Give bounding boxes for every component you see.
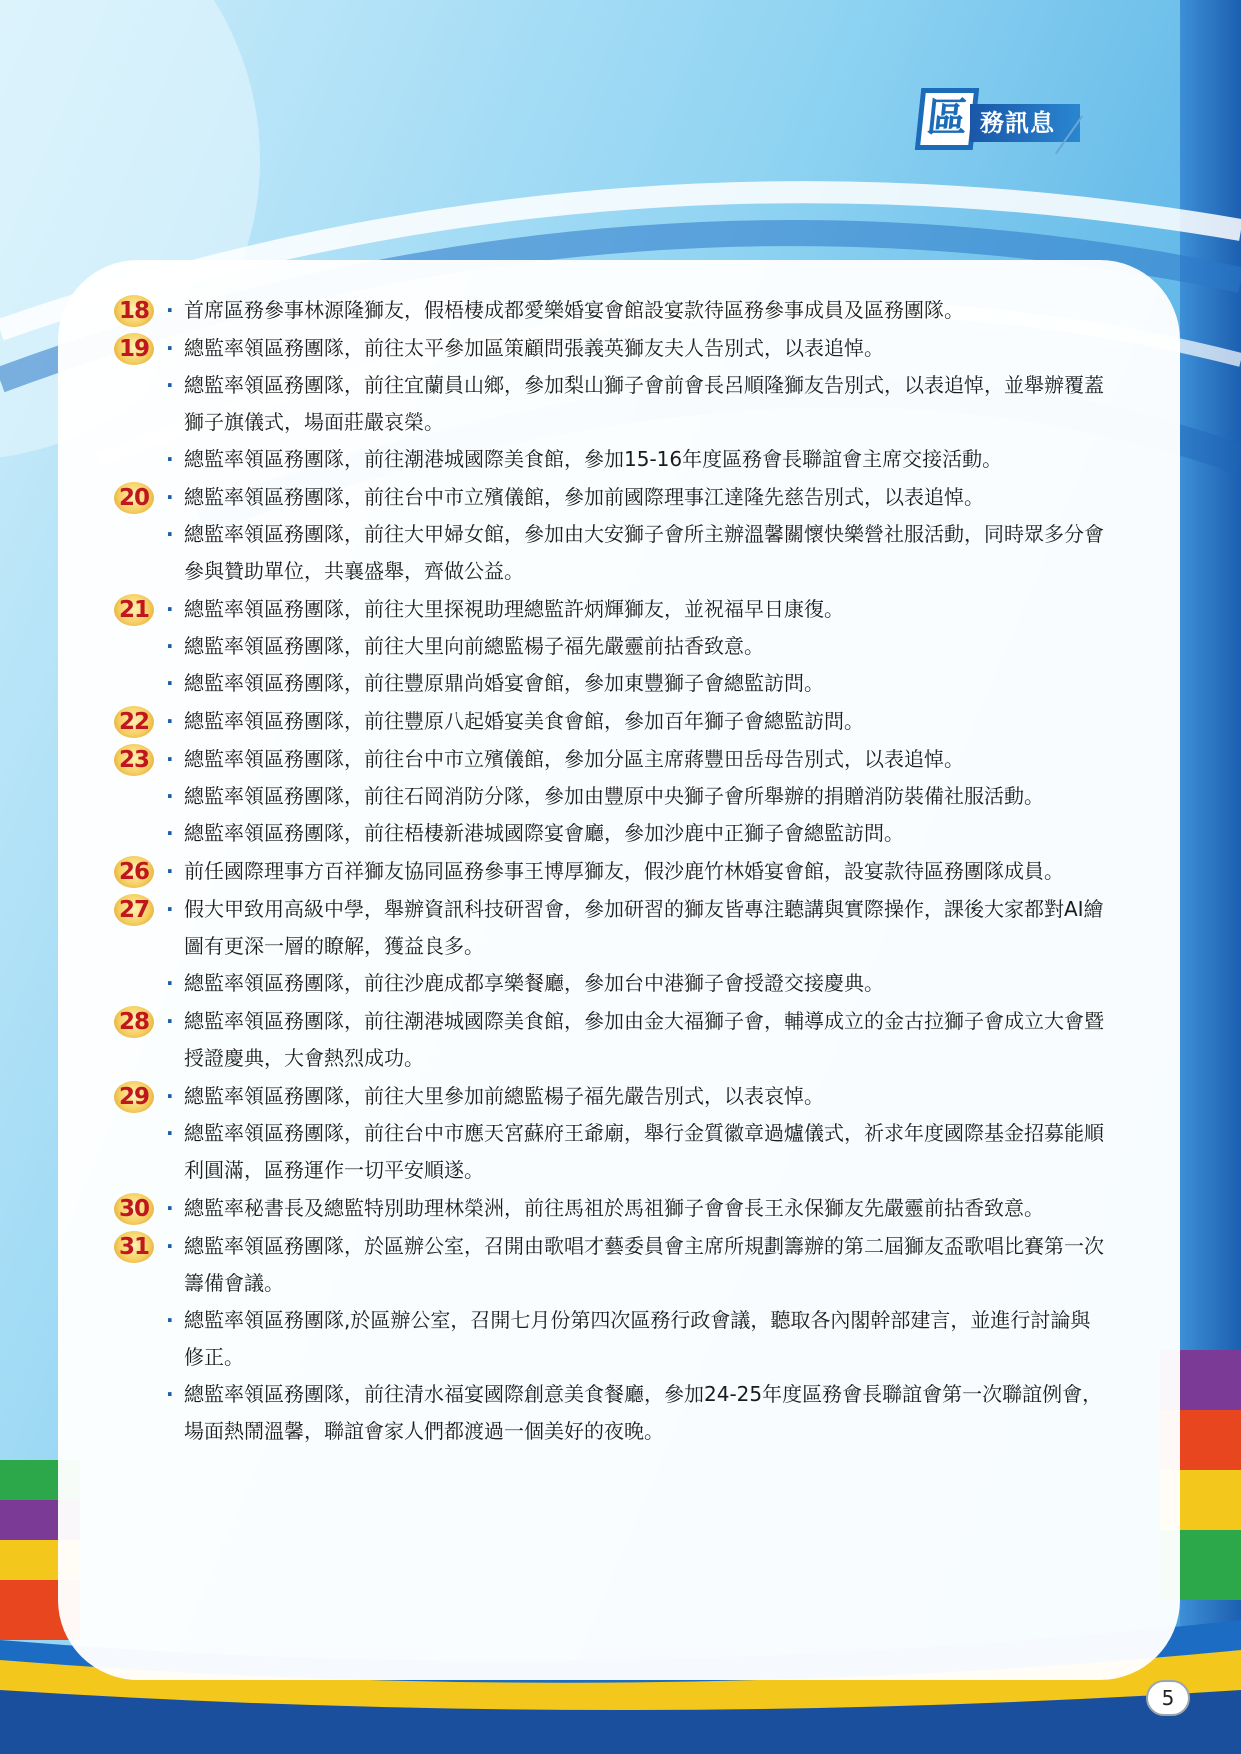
event-item: · 總監率領區務團隊，前往大甲婦女館，參加由大安獅子會所主辦溫馨關懷快樂營社服活動，同時眾多分會參與贊助單位，共襄盛舉，齊做公益。 [164, 516, 1106, 590]
day-entry [112, 853, 1112, 890]
day-number-badge: 21 [114, 594, 154, 626]
day-number-badge: 26 [114, 856, 154, 888]
event-item: · 總監率領區務團隊，前往沙鹿成都享樂餐廳，參加台中港獅子會授證交接慶典。 [164, 965, 1106, 1002]
day-entry [112, 591, 1112, 702]
event-item: · 總監率領區務團隊，前往大里向前總監楊子福先嚴靈前拈香致意。 [164, 628, 1106, 665]
section-header-big-char: 區 [915, 88, 980, 150]
event-item: · 總監率領區務團隊，前往豐原八起婚宴美食會館，參加百年獅子會總監訪問。 [164, 703, 1106, 740]
section-header-title: 務訊息 [970, 104, 1080, 142]
event-item: · 總監率領區務團隊，於區辦公室，召開由歌唱才藝委員會主席所規劃籌辦的第二屆獅友盃歌唱比賽第一次籌備會議。 [164, 1228, 1106, 1302]
day-entry [112, 891, 1112, 1002]
event-item: · 總監率領區務團隊,於區辦公室，召開七月份第四次區務行政會議，聽取各內閣幹部建言，並進行討論與修正。 [164, 1302, 1106, 1376]
day-number-badge: 27 [114, 894, 154, 926]
event-item: · 總監率秘書長及總監特別助理林榮洲，前往馬祖於馬祖獅子會會長王永保獅友先嚴靈前拈香致意。 [164, 1190, 1106, 1227]
day-number-badge: 18 [114, 295, 154, 327]
day-entry [112, 330, 1112, 478]
day-entry [112, 1078, 1112, 1189]
event-item: · 總監率領區務團隊，前往宜蘭員山鄉，參加梨山獅子會前會長呂順隆獅友告別式，以表追悼，並舉辦覆蓋獅子旗儀式，場面莊嚴哀榮。 [164, 367, 1106, 441]
page-number: 5 [1146, 1680, 1190, 1716]
event-item: · 總監率領區務團隊，前往台中市立殯儀館，參加分區主席蔣豐田岳母告別式，以表追悼。 [164, 741, 1106, 778]
day-entry [112, 703, 1112, 740]
event-item: · 總監率領區務團隊，前往石岡消防分隊，參加由豐原中央獅子會所舉辦的捐贈消防裝備社服活動。 [164, 778, 1106, 815]
event-item: · 總監率領區務團隊，前往潮港城國際美食館，參加15-16年度區務會長聯誼會主席交接活動。 [164, 441, 1106, 478]
day-entry [112, 1190, 1112, 1227]
day-number-badge: 19 [114, 333, 154, 365]
event-item: · 總監率領區務團隊，前往潮港城國際美食館，參加由金大福獅子會，輔導成立的金古拉獅子會成立大會暨授證慶典，大會熱烈成功。 [164, 1003, 1106, 1077]
event-item: · 首席區務參事林源隆獅友，假梧棲成都愛樂婚宴會館設宴款待區務參事成員及區務團隊。 [164, 292, 1106, 329]
day-number-badge: 23 [114, 744, 154, 776]
event-item: · 總監率領區務團隊，前往大里參加前總監楊子福先嚴告別式，以表哀悼。 [164, 1078, 1106, 1115]
event-item: · 總監率領區務團隊，前往太平參加區策顧問張義英獅友夫人告別式，以表追悼。 [164, 330, 1106, 367]
day-number-badge: 29 [114, 1081, 154, 1113]
event-item: · 總監率領區務團隊，前往台中市應天宮蘇府王爺廟，舉行金質徽章過爐儀式，祈求年度國際基金招募能順利圓滿，區務運作一切平安順遂。 [164, 1115, 1106, 1189]
day-entry [112, 741, 1112, 852]
event-item: · 前任國際理事方百祥獅友協同區務參事王博厚獅友，假沙鹿竹林婚宴會館，設宴款待區務團隊成員。 [164, 853, 1106, 890]
event-item: · 總監率領區務團隊，前往清水福宴國際創意美食餐廳，參加24-25年度區務會長聯誼會第一次聯誼例會，場面熱鬧溫馨，聯誼會家人們都渡過一個美好的夜晚。 [164, 1376, 1106, 1450]
day-number-badge: 22 [114, 706, 154, 738]
day-number-badge: 20 [114, 482, 154, 514]
day-number-badge: 30 [114, 1193, 154, 1225]
section-header [918, 88, 1098, 154]
event-item: · 總監率領區務團隊，前往大里探視助理總監許炳輝獅友，並祝福早日康復。 [164, 591, 1106, 628]
event-item: · 假大甲致用高級中學，舉辦資訊科技研習會，參加研習的獅友皆專注聽講與實際操作，課後大家都對AI繪圖有更深一層的瞭解，獲益良多。 [164, 891, 1106, 965]
day-number-badge: 31 [114, 1231, 154, 1263]
day-entry [112, 1003, 1112, 1077]
event-list [112, 292, 1112, 1450]
day-number-badge: 28 [114, 1006, 154, 1038]
event-item: · 總監率領區務團隊，前往梧棲新港城國際宴會廳，參加沙鹿中正獅子會總監訪問。 [164, 815, 1106, 852]
event-item: · 總監率領區務團隊，前往豐原鼎尚婚宴會館，參加東豐獅子會總監訪問。 [164, 665, 1106, 702]
day-entry [112, 1228, 1112, 1450]
day-entry [112, 479, 1112, 590]
day-entry [112, 292, 1112, 329]
event-item: · 總監率領區務團隊，前往台中市立殯儀館，參加前國際理事江達隆先慈告別式，以表追悼。 [164, 479, 1106, 516]
